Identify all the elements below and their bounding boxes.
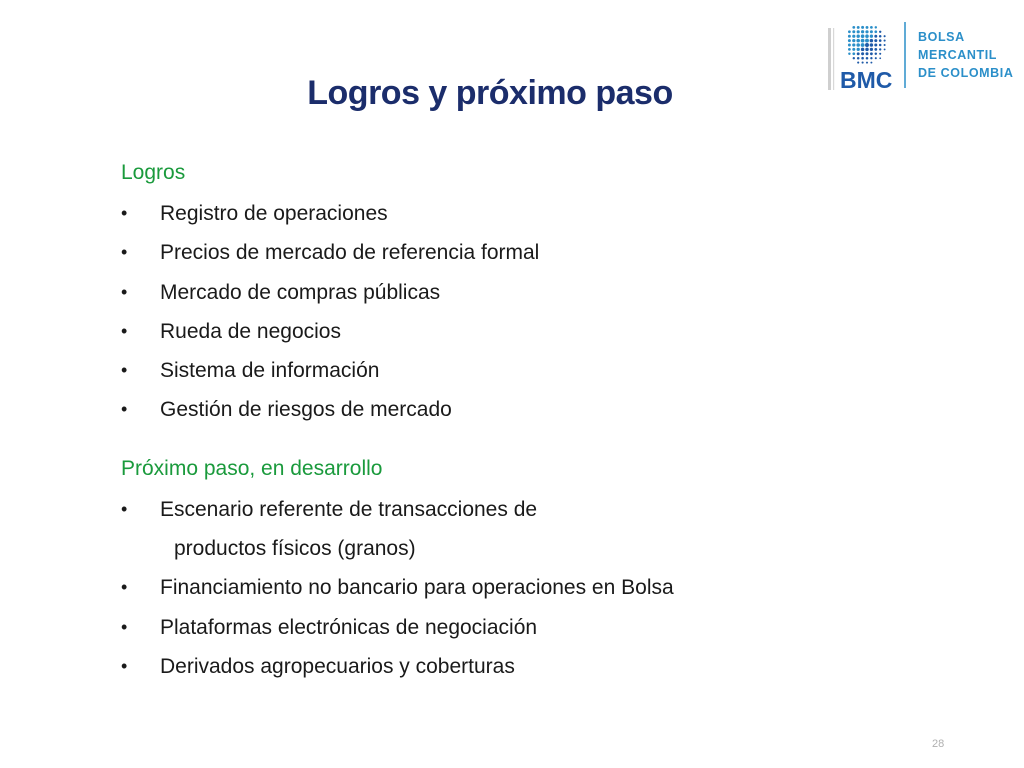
logo-monogram: BMC [840, 67, 893, 92]
list-item: • Registro de operaciones [121, 194, 881, 233]
bullet-icon: • [121, 360, 128, 381]
logo-line-2: MERCANTIL [918, 48, 998, 62]
globe-icon [848, 26, 886, 64]
logo-line-3: DE COLOMBIA [918, 66, 1014, 80]
slide-content [121, 156, 881, 686]
achievements-heading: Logros [121, 161, 186, 184]
list-item: • Plataformas electrónicas de negociación [121, 608, 881, 647]
list-item: • Mercado de compras públicas [121, 273, 881, 312]
logo-wordmark [918, 28, 1014, 82]
list-item: • Precios de mercado de referencia formal [121, 233, 881, 272]
list-item: • Gestión de riesgos de mercado [121, 390, 881, 429]
bullet-icon: • [121, 281, 128, 302]
achievements-list [121, 194, 881, 430]
bullet-icon: • [121, 655, 128, 676]
list-item-continuation: productos físicos (granos) [174, 537, 416, 561]
bullet-icon: • [121, 320, 128, 341]
bullet-icon: • [121, 203, 128, 223]
bullet-icon: • [121, 577, 128, 598]
list-item: • Rueda de negocios [121, 312, 881, 351]
list-item: • Sistema de información [121, 351, 881, 390]
bullet-icon: • [121, 616, 128, 637]
next-step-heading: Próximo paso, en desarrollo [121, 456, 383, 480]
logo-line-1: BOLSA [918, 30, 965, 44]
slide-title: Logros y próximo paso [307, 74, 673, 112]
list-item: • Derivados agropecuarios y coberturas [121, 647, 881, 686]
bullet-icon: • [121, 242, 128, 263]
bullet-icon: • [121, 399, 128, 420]
page-number: 28 [932, 738, 945, 750]
list-item: • Escenario referente de transacciones de [121, 490, 881, 529]
bullet-icon: • [121, 498, 128, 519]
next-step-list [121, 490, 881, 686]
list-item: • Financiamiento no bancario para operaciones en Bolsa [121, 568, 881, 607]
